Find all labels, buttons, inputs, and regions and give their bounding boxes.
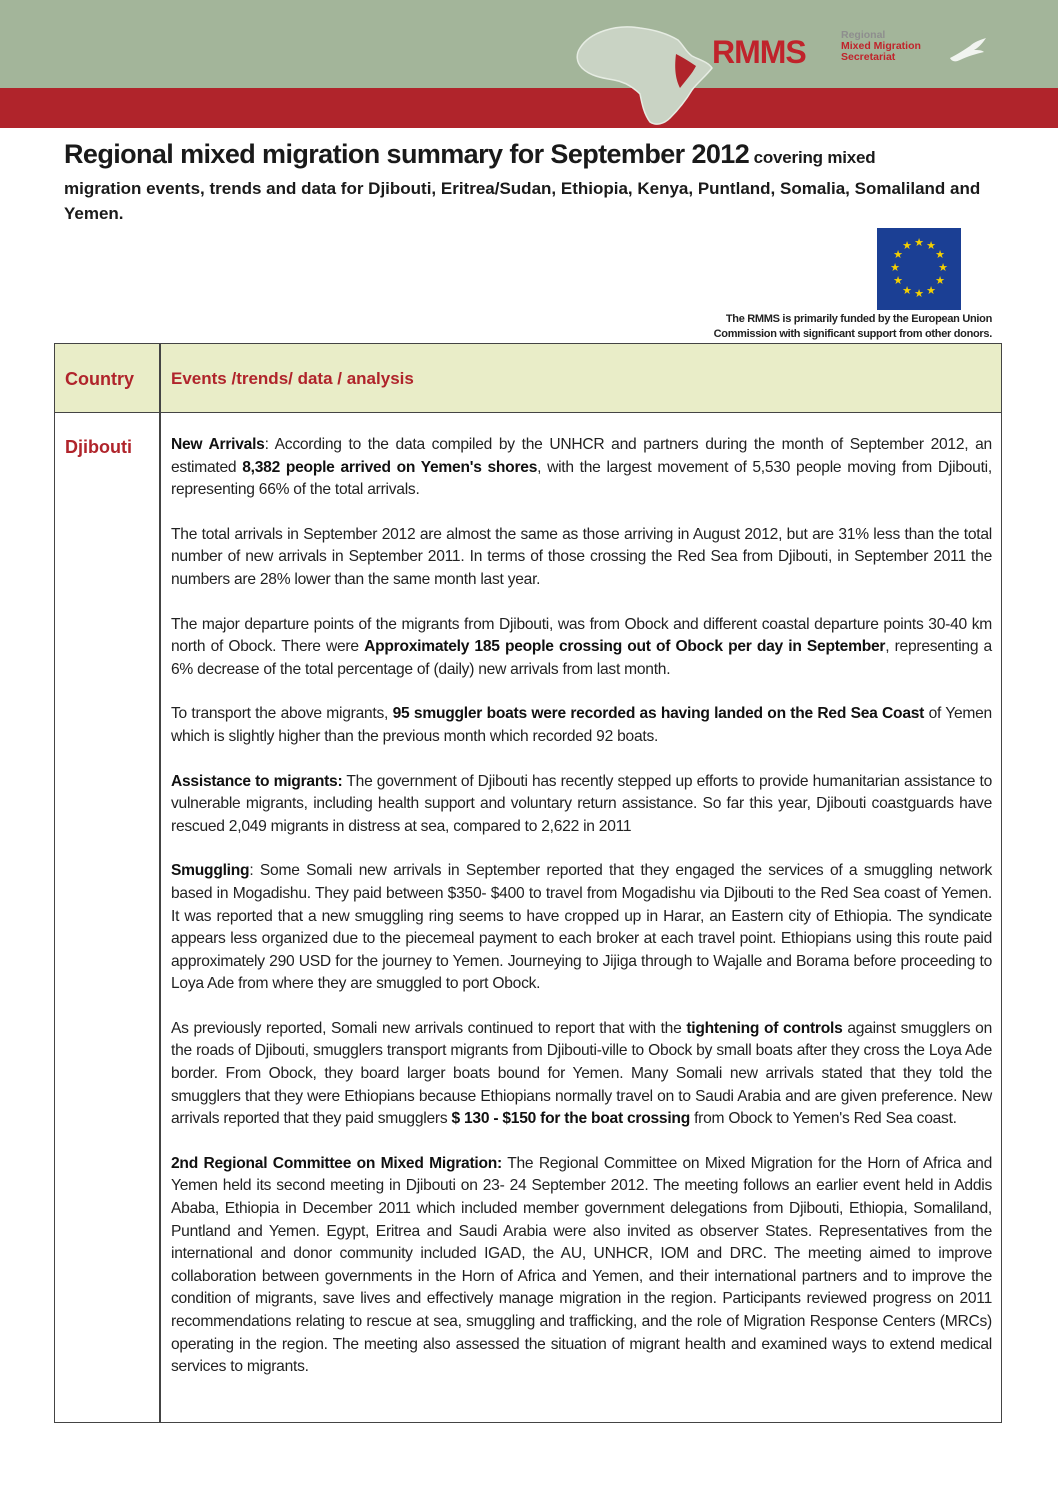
paragraph-assistance: Assistance to migrants: The government of Djibouti has recently stepped up efforts to provide humanitarian assistance to vulnerable migrants, including health support and voluntary return assistance. So far this year, Djibouti coastguards have rescued 2,049 migrants in distress at sea, compared to 2,622 in 2011	[171, 772, 992, 835]
svg-text:★: ★	[926, 284, 936, 297]
paragraph-new-arrivals: New Arrivals: According to the data compiled by the UNHCR and partners during the month of September 2012, an estimated 8,382 people arrived on Yemen's shores, with the largest movement of 5,530 people moving from Djibouti, representing 66% of the total arrivals.	[171, 436, 992, 499]
funding-line-1: The RMMS is primarily funded by the European Union	[725, 313, 992, 325]
table-header-row	[55, 344, 1001, 413]
country-cell: Djibouti	[65, 437, 132, 457]
events-cell	[171, 434, 992, 1401]
paragraph-smuggler-boats: To transport the above migrants, 95 smuggler boats were recorded as having landed on the Red Sea Coast of Yemen which is slightly higher than the previous month which recorded 92 boats.	[171, 705, 992, 745]
rmms-logo: RMMS	[712, 34, 806, 70]
column-divider	[159, 344, 161, 1422]
summary-table	[54, 343, 1002, 1423]
funding-note	[640, 312, 992, 342]
funding-line-2: Commission with significant support from other donors.	[713, 328, 992, 340]
svg-text:★: ★	[926, 239, 936, 252]
title-main: Regional mixed migration summary for September 2012	[64, 139, 750, 169]
paragraph-total-arrivals: The total arrivals in September 2012 are almost the same as those arriving in August 2012, but are 31% less than the total number of new arrivals in September 2011. In terms of those crossing the Red Sea from Djibouti, in September 2011 the numbers are 28% lower than the same month last year.	[171, 525, 992, 588]
logo-line-mixed-migration: Mixed Migration	[841, 40, 921, 52]
svg-text:★: ★	[893, 248, 903, 261]
svg-text:★: ★	[893, 274, 903, 287]
svg-text:★: ★	[890, 261, 900, 274]
bird-icon	[948, 36, 988, 64]
rmms-logo-subtitle	[841, 30, 921, 63]
paragraph-controls: As previously reported, Somali new arrivals continued to report that with the tightening of controls against smugglers on the roads of Djibouti, smugglers transport migrants from Djibouti-ville to Obock by small boats after they cross the Loya Ade border. From Obock, they board larger boats bound for Yemen. Many Somali new arrivals stated that they told the smugglers that they were Ethiopians because Ethiopians normally travel on to Saudi Arabia and are given preference. New arrivals reported that they paid smugglers $ 130 - $150 for the boat crossing from Obock to Yemen's Red Sea coast.	[171, 1019, 992, 1128]
svg-text:★: ★	[914, 236, 924, 249]
logo-line-regional: Regional	[841, 29, 886, 41]
svg-text:★: ★	[902, 284, 912, 297]
eu-flag-icon	[877, 228, 961, 310]
africa-map-icon	[560, 18, 730, 126]
svg-text:★: ★	[914, 287, 924, 300]
logo-line-secretariat: Secretariat	[841, 51, 896, 63]
header-accent-bar	[0, 88, 1058, 128]
svg-text:★: ★	[902, 239, 912, 252]
svg-text:★: ★	[938, 261, 948, 274]
svg-text:★: ★	[935, 274, 945, 287]
title-suffix: covering mixed	[753, 148, 876, 167]
paragraph-regional-committee: 2nd Regional Committee on Mixed Migration: The Regional Committee on Mixed Migration for the Horn of Africa and Yemen held its second meeting in Djibouti on 23- 24 September 2012. The meeting follows an earlier event held in Addis Ababa, Ethiopia in December 2011 which included member government delegations from Djibouti, Ethiopia, Somaliland, Puntland and Yemen. Egypt, Eritrea and Saudi Arabia were also invited as observer States. Representatives from the international and donor community included IGAD, the AU, UNHCR, IOM and DRC. The meeting aimed to improve collaboration between governments in the Horn of Africa and Yemen, and their international partners and to improve the condition of migrants, save lives and effectively manage migration in the region. Participants reviewed progress on 2011 recommendations relating to rescue at sea, smuggling and trafficking, and the role of Migration Response Centers (MRCs) operating in the region. The meeting also assessed the situation of migrant health and examined ways to extend medical services to migrants.	[171, 1154, 992, 1376]
svg-text:★: ★	[935, 248, 945, 261]
title-rest: migration events, trends and data for Djibouti, Eritrea/Sudan, Ethiopia, Kenya, Puntland, Somalia, Somaliland and Yemen.	[64, 179, 981, 223]
paragraph-smuggling: Smuggling: Some Somali new arrivals in September reported that they engaged the services of a smuggling network based in Mogadishu. They paid between $350- $400 to travel from Mogadishu via Djibouti to the Red Sea coast of Yemen. It was reported that a new smuggling ring seems to have cropped up in Harar, an Eastern city of Ethiopia. The syndicate appears less organized due to the piecemeal payment to each broker at each travel point. Ethiopians using this route paid approximately 290 USD for the journey to Yemen. Journeying to Jijiga through to Wajalle and Borama before proceeding to Loya Ade from where they are smuggled to port Obock.	[171, 862, 992, 993]
column-header-events: Events /trends/ data / analysis	[171, 369, 414, 388]
document-title	[64, 139, 1004, 223]
paragraph-departure-points: The major departure points of the migrants from Djibouti, was from Obock and different coastal departure points 30-40 km north of Obock. There were Approximately 185 people crossing out of Obock per day in September, representing a 6% decrease of the total percentage of (daily) new arrivals from last month.	[171, 615, 992, 678]
column-header-country: Country	[65, 369, 134, 389]
